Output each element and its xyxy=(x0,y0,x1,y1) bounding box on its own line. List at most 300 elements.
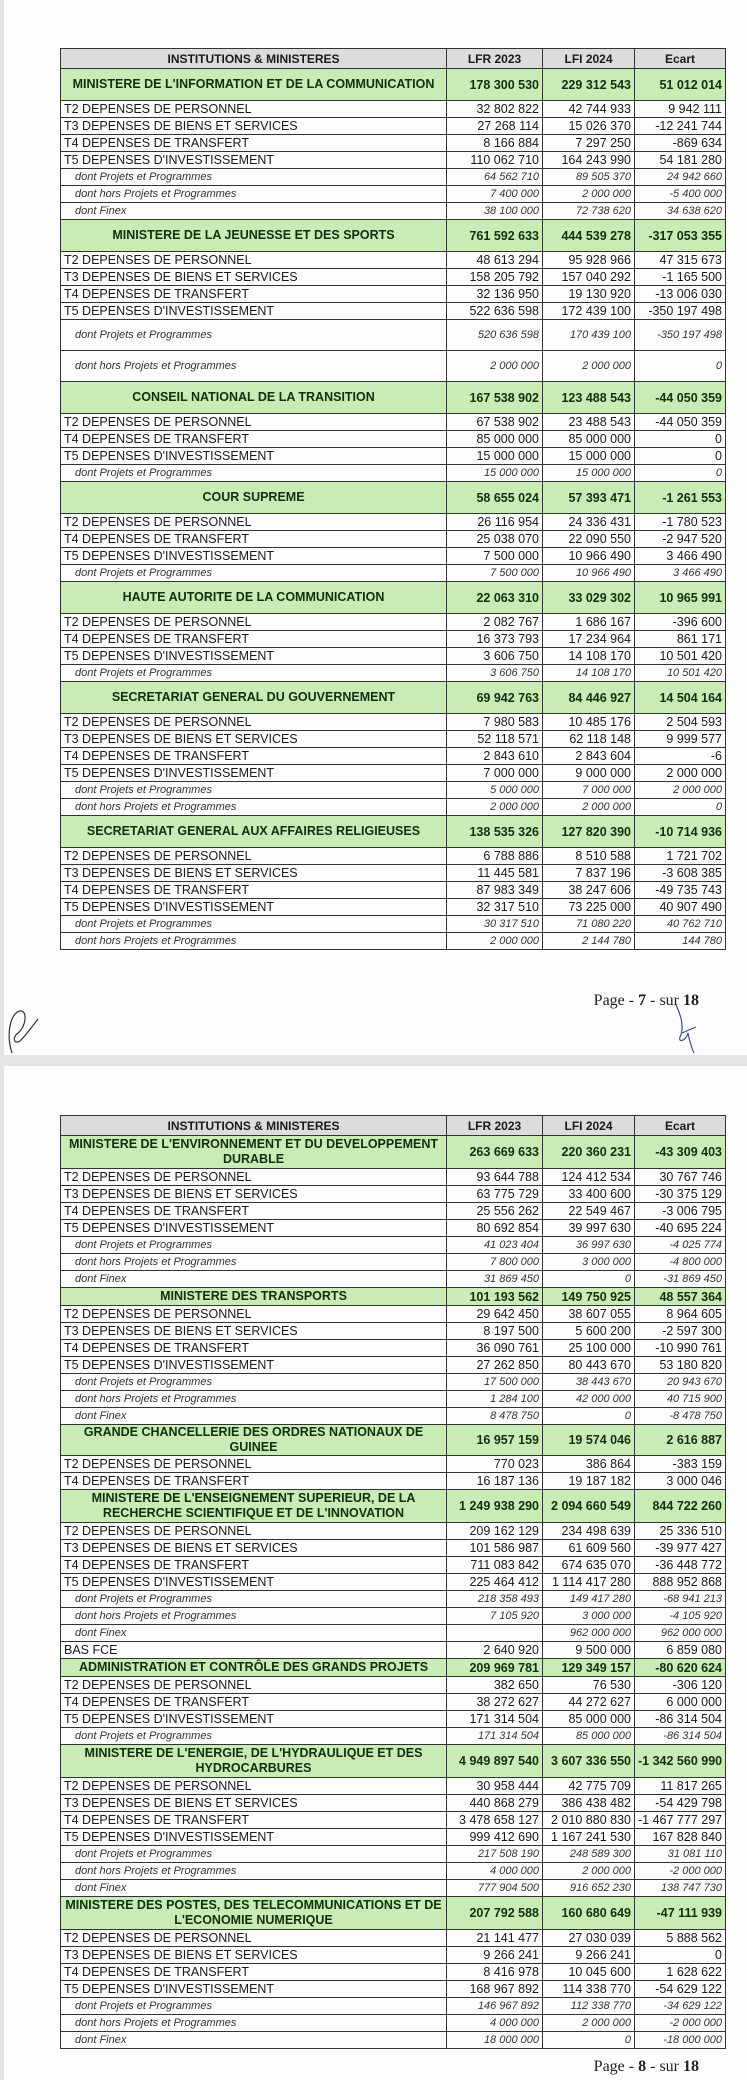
line-ecart: -4 105 920 xyxy=(635,1608,726,1625)
line-ecart: -34 629 122 xyxy=(635,1998,726,2015)
line-lfr-2023: 7 980 583 xyxy=(447,714,543,731)
line-lfr-2023: 168 967 892 xyxy=(447,1981,543,1998)
line-lfi-2024: 8 510 588 xyxy=(543,848,635,865)
line-ecart: 0 xyxy=(635,1947,726,1964)
line-lfr-2023: 27 262 850 xyxy=(447,1357,543,1374)
sub-line-row xyxy=(61,1998,726,2015)
expense-line-row xyxy=(61,1357,726,1374)
expense-line-row xyxy=(61,1829,726,1846)
page-label-number: 7 xyxy=(638,992,647,1009)
line-label: T5 DEPENSES D'INVESTISSEMENT xyxy=(61,1357,447,1374)
line-lfi-2024: 9 500 000 xyxy=(543,1642,635,1659)
line-label: dont hors Projets et Programmes xyxy=(61,1254,447,1271)
page-label-mid: - sur xyxy=(646,2058,683,2075)
line-ecart: -2 947 520 xyxy=(635,531,726,548)
line-ecart: 0 xyxy=(635,351,726,382)
sub-line-row xyxy=(61,1591,726,1608)
line-lfr-2023: 2 000 000 xyxy=(447,351,543,382)
line-lfi-2024: 73 225 000 xyxy=(543,899,635,916)
ministry-lfi-2024: 3 607 336 550 xyxy=(543,1745,635,1778)
line-lfr-2023: 7 800 000 xyxy=(447,1254,543,1271)
line-lfi-2024: 1 167 241 530 xyxy=(543,1829,635,1846)
page-number xyxy=(594,2058,699,2076)
expense-line-row xyxy=(61,448,726,465)
line-lfi-2024: 2 010 880 830 xyxy=(543,1812,635,1829)
ministry-ecart: -1 342 560 990 xyxy=(635,1745,726,1778)
ministry-lfi-2024: 19 574 046 xyxy=(543,1425,635,1456)
line-lfr-2023: 218 358 493 xyxy=(447,1591,543,1608)
ministry-row xyxy=(61,382,726,414)
column-header-lfi-2024: LFI 2024 xyxy=(543,49,635,69)
sub-line-row xyxy=(61,169,726,186)
line-lfi-2024: 10 485 176 xyxy=(543,714,635,731)
line-ecart: -12 241 744 xyxy=(635,118,726,135)
line-ecart: -1 165 500 xyxy=(635,269,726,286)
line-label: dont hors Projets et Programmes xyxy=(61,1863,447,1880)
line-ecart: 54 181 280 xyxy=(635,152,726,169)
line-lfi-2024: 42 744 933 xyxy=(543,101,635,118)
line-lfr-2023: 711 083 842 xyxy=(447,1557,543,1574)
line-lfr-2023: 520 636 598 xyxy=(447,320,543,351)
line-lfi-2024: 95 928 966 xyxy=(543,252,635,269)
line-lfi-2024: 22 090 550 xyxy=(543,531,635,548)
line-label: T4 DEPENSES DE TRANSFERT xyxy=(61,1203,447,1220)
line-lfr-2023: 171 314 504 xyxy=(447,1711,543,1728)
page-label-prefix: Page - xyxy=(593,2058,639,2075)
expense-line-row xyxy=(61,101,726,118)
line-ecart: 24 942 660 xyxy=(635,169,726,186)
line-lfi-2024: 7 837 196 xyxy=(543,865,635,882)
line-ecart: -13 006 030 xyxy=(635,286,726,303)
line-ecart: -54 629 122 xyxy=(635,1981,726,1998)
ministry-lfi-2024: 2 094 660 549 xyxy=(543,1490,635,1523)
line-lfr-2023: 93 644 788 xyxy=(447,1169,543,1186)
line-label: dont Projets et Programmes xyxy=(61,1237,447,1254)
sub-line-row xyxy=(61,2015,726,2032)
line-lfr-2023: 5 000 000 xyxy=(447,782,543,799)
sub-line-row xyxy=(61,1846,726,1863)
expense-line-row xyxy=(61,1694,726,1711)
expense-line-row xyxy=(61,286,726,303)
line-lfr-2023: 217 508 190 xyxy=(447,1846,543,1863)
page-label-total: 18 xyxy=(683,992,699,1009)
line-lfr-2023: 209 162 129 xyxy=(447,1523,543,1540)
line-label: dont Projets et Programmes xyxy=(61,665,447,682)
line-lfi-2024: 24 336 431 xyxy=(543,514,635,531)
ministry-name: COUR SUPREME xyxy=(61,482,447,514)
line-lfr-2023: 31 869 450 xyxy=(447,1271,543,1288)
ministry-name: HAUTE AUTORITE DE LA COMMUNICATION xyxy=(61,582,447,614)
line-ecart: 962 000 000 xyxy=(635,1625,726,1642)
line-ecart: -44 050 359 xyxy=(635,414,726,431)
line-lfr-2023: 32 802 822 xyxy=(447,101,543,118)
line-lfi-2024: 2 000 000 xyxy=(543,351,635,382)
line-label: T4 DEPENSES DE TRANSFERT xyxy=(61,135,447,152)
sub-line-row xyxy=(61,933,726,950)
line-ecart: 53 180 820 xyxy=(635,1357,726,1374)
expense-line-row xyxy=(61,269,726,286)
line-ecart: -54 429 798 xyxy=(635,1795,726,1812)
line-lfi-2024: 7 297 250 xyxy=(543,135,635,152)
line-ecart: -8 478 750 xyxy=(635,1408,726,1425)
line-label: T4 DEPENSES DE TRANSFERT xyxy=(61,286,447,303)
line-ecart: -5 400 000 xyxy=(635,186,726,203)
line-ecart: 1 721 702 xyxy=(635,848,726,865)
expense-line-row xyxy=(61,1947,726,1964)
line-label: T4 DEPENSES DE TRANSFERT xyxy=(61,431,447,448)
line-ecart: 40 715 900 xyxy=(635,1391,726,1408)
line-lfi-2024: 1 114 417 280 xyxy=(543,1574,635,1591)
line-ecart: -2 597 300 xyxy=(635,1323,726,1340)
line-lfr-2023: 3 606 750 xyxy=(447,648,543,665)
line-ecart: 25 336 510 xyxy=(635,1523,726,1540)
line-label: T4 DEPENSES DE TRANSFERT xyxy=(61,882,447,899)
ministry-lfr-2023: 1 249 938 290 xyxy=(447,1490,543,1523)
line-lfr-2023: 4 000 000 xyxy=(447,1863,543,1880)
ministry-ecart: -10 714 936 xyxy=(635,816,726,848)
ministry-lfr-2023: 4 949 897 540 xyxy=(447,1745,543,1778)
expense-line-row xyxy=(61,1677,726,1694)
expense-line-row xyxy=(61,865,726,882)
line-lfr-2023: 30 958 444 xyxy=(447,1778,543,1795)
line-lfi-2024: 17 234 964 xyxy=(543,631,635,648)
column-header-lfi-2024: LFI 2024 xyxy=(543,1116,635,1136)
line-label: dont Projets et Programmes xyxy=(61,465,447,482)
line-label: T2 DEPENSES DE PERSONNEL xyxy=(61,414,447,431)
ministry-lfr-2023: 101 193 562 xyxy=(447,1288,543,1306)
sub-line-row xyxy=(61,1863,726,1880)
line-label: dont Projets et Programmes xyxy=(61,320,447,351)
line-ecart: 8 964 605 xyxy=(635,1306,726,1323)
line-lfr-2023: 30 317 510 xyxy=(447,916,543,933)
ministry-name: MINISTERE DES TRANSPORTS xyxy=(61,1288,447,1306)
line-lfr-2023: 9 266 241 xyxy=(447,1947,543,1964)
expense-line-row xyxy=(61,1711,726,1728)
line-label: T3 DEPENSES DE BIENS ET SERVICES xyxy=(61,731,447,748)
line-lfr-2023: 8 166 884 xyxy=(447,135,543,152)
line-label: T2 DEPENSES DE PERSONNEL xyxy=(61,252,447,269)
ministry-row xyxy=(61,482,726,514)
expense-line-row xyxy=(61,152,726,169)
expense-line-row xyxy=(61,1930,726,1947)
column-header-institutions: INSTITUTIONS & MINISTERES xyxy=(61,1116,447,1136)
line-ecart: 0 xyxy=(635,431,726,448)
line-label: T2 DEPENSES DE PERSONNEL xyxy=(61,1169,447,1186)
line-ecart: 40 762 710 xyxy=(635,916,726,933)
line-ecart: 861 171 xyxy=(635,631,726,648)
line-lfr-2023: 18 000 000 xyxy=(447,2032,543,2049)
expense-line-row xyxy=(61,1574,726,1591)
ministry-lfi-2024: 160 680 649 xyxy=(543,1897,635,1930)
line-ecart: 9 999 577 xyxy=(635,731,726,748)
ministry-lfr-2023: 58 655 024 xyxy=(447,482,543,514)
expense-line-row xyxy=(61,614,726,631)
line-lfi-2024: 157 040 292 xyxy=(543,269,635,286)
sub-line-row xyxy=(61,1271,726,1288)
line-lfr-2023: 3 606 750 xyxy=(447,665,543,682)
line-label: T2 DEPENSES DE PERSONNEL xyxy=(61,1778,447,1795)
line-lfi-2024: 23 488 543 xyxy=(543,414,635,431)
line-lfi-2024: 9 000 000 xyxy=(543,765,635,782)
line-label: T5 DEPENSES D'INVESTISSEMENT xyxy=(61,1711,447,1728)
line-label: T3 DEPENSES DE BIENS ET SERVICES xyxy=(61,1323,447,1340)
line-label: dont Projets et Programmes xyxy=(61,565,447,582)
line-lfr-2023: 17 500 000 xyxy=(447,1374,543,1391)
ministry-lfi-2024: 123 488 543 xyxy=(543,382,635,414)
line-lfr-2023: 32 317 510 xyxy=(447,899,543,916)
line-lfr-2023: 52 118 571 xyxy=(447,731,543,748)
line-ecart: 3 466 490 xyxy=(635,565,726,582)
line-ecart: 9 942 111 xyxy=(635,101,726,118)
line-lfi-2024: 112 338 770 xyxy=(543,1998,635,2015)
sub-line-row xyxy=(61,1237,726,1254)
line-ecart: -350 197 498 xyxy=(635,320,726,351)
line-ecart: 138 747 730 xyxy=(635,1880,726,1897)
line-lfi-2024: 149 417 280 xyxy=(543,1591,635,1608)
ministry-name: MINISTERE DE L'INFORMATION ET DE LA COMMUNICATION xyxy=(61,69,447,101)
line-lfr-2023: 8 478 750 xyxy=(447,1408,543,1425)
ministry-name: MINISTERE DE L'ENVIRONNEMENT ET DU DEVELOPPEMENT DURABLE xyxy=(61,1136,447,1169)
ministry-ecart: 2 616 887 xyxy=(635,1425,726,1456)
line-lfr-2023: 2 843 610 xyxy=(447,748,543,765)
line-lfr-2023: 27 268 114 xyxy=(447,118,543,135)
line-lfi-2024: 248 589 300 xyxy=(543,1846,635,1863)
line-lfi-2024: 61 609 560 xyxy=(543,1540,635,1557)
expense-line-row xyxy=(61,748,726,765)
ministry-ecart: -317 053 355 xyxy=(635,220,726,252)
line-ecart: -30 375 129 xyxy=(635,1186,726,1203)
line-lfi-2024: 5 600 200 xyxy=(543,1323,635,1340)
line-label: T5 DEPENSES D'INVESTISSEMENT xyxy=(61,765,447,782)
ministry-lfi-2024: 444 539 278 xyxy=(543,220,635,252)
ministry-row xyxy=(61,582,726,614)
line-label: T3 DEPENSES DE BIENS ET SERVICES xyxy=(61,1186,447,1203)
ministry-ecart: 51 012 014 xyxy=(635,69,726,101)
line-lfr-2023: 15 000 000 xyxy=(447,448,543,465)
line-label: dont hors Projets et Programmes xyxy=(61,186,447,203)
line-lfi-2024: 72 738 620 xyxy=(543,203,635,220)
line-label: dont hors Projets et Programmes xyxy=(61,2015,447,2032)
line-label: dont Projets et Programmes xyxy=(61,1591,447,1608)
ministry-lfi-2024: 149 750 925 xyxy=(543,1288,635,1306)
line-ecart: -3 608 385 xyxy=(635,865,726,882)
line-ecart: 6 000 000 xyxy=(635,1694,726,1711)
line-lfi-2024: 42 775 709 xyxy=(543,1778,635,1795)
line-lfr-2023: 48 613 294 xyxy=(447,252,543,269)
line-lfi-2024: 0 xyxy=(543,1408,635,1425)
line-lfi-2024: 962 000 000 xyxy=(543,1625,635,1642)
line-lfi-2024: 386 438 482 xyxy=(543,1795,635,1812)
line-label: dont Finex xyxy=(61,1625,447,1642)
line-lfi-2024: 170 439 100 xyxy=(543,320,635,351)
line-label: T2 DEPENSES DE PERSONNEL xyxy=(61,848,447,865)
line-label: T4 DEPENSES DE TRANSFERT xyxy=(61,1473,447,1490)
expense-line-row xyxy=(61,1557,726,1574)
line-lfr-2023: 7 105 920 xyxy=(447,1608,543,1625)
ministry-row xyxy=(61,220,726,252)
ministry-ecart: -1 261 553 xyxy=(635,482,726,514)
ministry-ecart: 14 504 164 xyxy=(635,682,726,714)
sub-line-row xyxy=(61,665,726,682)
expense-line-row xyxy=(61,631,726,648)
line-ecart: 2 504 593 xyxy=(635,714,726,731)
line-ecart: 1 628 622 xyxy=(635,1964,726,1981)
line-lfi-2024: 114 338 770 xyxy=(543,1981,635,1998)
line-lfr-2023: 777 904 500 xyxy=(447,1880,543,1897)
line-label: T4 DEPENSES DE TRANSFERT xyxy=(61,1694,447,1711)
ministry-ecart: -47 111 939 xyxy=(635,1897,726,1930)
line-ecart: -4 025 774 xyxy=(635,1237,726,1254)
document-page-8 xyxy=(4,1066,747,2080)
expense-line-row xyxy=(61,1812,726,1829)
line-lfi-2024: 172 439 100 xyxy=(543,303,635,320)
ministry-row xyxy=(61,816,726,848)
ministry-lfr-2023: 16 957 159 xyxy=(447,1425,543,1456)
expense-line-row xyxy=(61,1981,726,1998)
expense-line-row xyxy=(61,1340,726,1357)
line-lfi-2024: 36 997 630 xyxy=(543,1237,635,1254)
line-lfr-2023: 146 967 892 xyxy=(447,1998,543,2015)
line-lfi-2024: 71 080 220 xyxy=(543,916,635,933)
expense-line-row xyxy=(61,765,726,782)
line-label: T3 DEPENSES DE BIENS ET SERVICES xyxy=(61,269,447,286)
ministry-name: MINISTERE DE LA JEUNESSE ET DES SPORTS xyxy=(61,220,447,252)
line-label: dont hors Projets et Programmes xyxy=(61,1391,447,1408)
line-lfr-2023: 41 023 404 xyxy=(447,1237,543,1254)
column-header-lfr-2023: LFR 2023 xyxy=(447,1116,543,1136)
line-label: dont Finex xyxy=(61,203,447,220)
line-lfi-2024: 25 100 000 xyxy=(543,1340,635,1357)
line-lfr-2023: 21 141 477 xyxy=(447,1930,543,1947)
line-lfr-2023: 7 000 000 xyxy=(447,765,543,782)
line-ecart: -1 780 523 xyxy=(635,514,726,531)
line-lfi-2024: 234 498 639 xyxy=(543,1523,635,1540)
line-label: dont hors Projets et Programmes xyxy=(61,351,447,382)
sub-line-row xyxy=(61,916,726,933)
line-lfi-2024: 85 000 000 xyxy=(543,431,635,448)
line-lfr-2023: 8 197 500 xyxy=(447,1323,543,1340)
line-lfr-2023: 522 636 598 xyxy=(447,303,543,320)
expense-line-row xyxy=(61,1540,726,1557)
sub-line-row xyxy=(61,203,726,220)
line-label: BAS FCE xyxy=(61,1642,447,1659)
line-lfi-2024: 10 966 490 xyxy=(543,565,635,582)
sub-line-row xyxy=(61,320,726,351)
expense-line-row xyxy=(61,135,726,152)
ministry-lfr-2023: 167 538 902 xyxy=(447,382,543,414)
line-ecart: -3 006 795 xyxy=(635,1203,726,1220)
line-ecart: -350 197 498 xyxy=(635,303,726,320)
ministry-ecart: 844 722 260 xyxy=(635,1490,726,1523)
ministry-row xyxy=(61,1490,726,1523)
signature-left-icon xyxy=(6,1005,40,1057)
line-label: T3 DEPENSES DE BIENS ET SERVICES xyxy=(61,1540,447,1557)
table-header-row xyxy=(61,1116,726,1136)
line-label: T2 DEPENSES DE PERSONNEL xyxy=(61,101,447,118)
line-label: T5 DEPENSES D'INVESTISSEMENT xyxy=(61,899,447,916)
line-lfi-2024: 2 000 000 xyxy=(543,799,635,816)
column-header-institutions: INSTITUTIONS & MINISTERES xyxy=(61,49,447,69)
line-ecart: -396 600 xyxy=(635,614,726,631)
line-lfr-2023: 87 983 349 xyxy=(447,882,543,899)
line-label: T3 DEPENSES DE BIENS ET SERVICES xyxy=(61,865,447,882)
line-lfi-2024: 1 686 167 xyxy=(543,614,635,631)
sub-line-row xyxy=(61,1254,726,1271)
ministry-lfi-2024: 127 820 390 xyxy=(543,816,635,848)
line-lfi-2024: 386 864 xyxy=(543,1456,635,1473)
line-ecart: -869 634 xyxy=(635,135,726,152)
expense-line-row xyxy=(61,1186,726,1203)
line-label: T2 DEPENSES DE PERSONNEL xyxy=(61,514,447,531)
line-lfr-2023: 25 556 262 xyxy=(447,1203,543,1220)
line-lfr-2023: 6 788 886 xyxy=(447,848,543,865)
line-ecart: -49 735 743 xyxy=(635,882,726,899)
line-lfi-2024: 3 000 000 xyxy=(543,1608,635,1625)
line-ecart: 10 501 420 xyxy=(635,665,726,682)
line-ecart: -18 000 000 xyxy=(635,2032,726,2049)
line-label: T4 DEPENSES DE TRANSFERT xyxy=(61,531,447,548)
line-ecart: -6 xyxy=(635,748,726,765)
line-lfr-2023: 67 538 902 xyxy=(447,414,543,431)
line-label: T5 DEPENSES D'INVESTISSEMENT xyxy=(61,152,447,169)
line-lfr-2023: 25 038 070 xyxy=(447,531,543,548)
ministry-ecart: -44 050 359 xyxy=(635,382,726,414)
ministry-lfr-2023: 263 669 633 xyxy=(447,1136,543,1169)
line-lfi-2024: 124 412 534 xyxy=(543,1169,635,1186)
line-lfr-2023: 2 000 000 xyxy=(447,933,543,950)
line-lfi-2024: 2 000 000 xyxy=(543,1863,635,1880)
expense-line-row xyxy=(61,1220,726,1237)
line-ecart: 0 xyxy=(635,465,726,482)
ministry-row xyxy=(61,1745,726,1778)
line-ecart: -2 000 000 xyxy=(635,2015,726,2032)
line-lfi-2024: 38 247 606 xyxy=(543,882,635,899)
line-lfr-2023: 101 586 987 xyxy=(447,1540,543,1557)
expense-line-row xyxy=(61,1778,726,1795)
ministry-name: SECRETARIAT GENERAL DU GOUVERNEMENT xyxy=(61,682,447,714)
expense-line-row xyxy=(61,431,726,448)
column-header-lfr-2023: LFR 2023 xyxy=(447,49,543,69)
ministry-ecart: 48 557 364 xyxy=(635,1288,726,1306)
line-label: dont Finex xyxy=(61,1408,447,1425)
ministry-lfr-2023: 178 300 530 xyxy=(447,69,543,101)
line-label: T2 DEPENSES DE PERSONNEL xyxy=(61,1677,447,1694)
line-lfi-2024: 89 505 370 xyxy=(543,169,635,186)
line-lfr-2023: 26 116 954 xyxy=(447,514,543,531)
ministry-lfi-2024: 220 360 231 xyxy=(543,1136,635,1169)
line-ecart: -10 990 761 xyxy=(635,1340,726,1357)
line-lfr-2023: 32 136 950 xyxy=(447,286,543,303)
line-ecart: 3 466 490 xyxy=(635,548,726,565)
line-lfr-2023: 999 412 690 xyxy=(447,1829,543,1846)
expense-line-row xyxy=(61,531,726,548)
line-label: dont hors Projets et Programmes xyxy=(61,1608,447,1625)
line-lfr-2023: 36 090 761 xyxy=(447,1340,543,1357)
line-label: dont Projets et Programmes xyxy=(61,916,447,933)
expense-line-row xyxy=(61,414,726,431)
line-label: dont Projets et Programmes xyxy=(61,1998,447,2015)
line-lfr-2023: 16 373 793 xyxy=(447,631,543,648)
sub-line-row xyxy=(61,1408,726,1425)
line-ecart: -39 977 427 xyxy=(635,1540,726,1557)
budget-table xyxy=(60,1115,726,2049)
line-label: dont Projets et Programmes xyxy=(61,1846,447,1863)
page-label-total: 18 xyxy=(683,2058,699,2075)
line-label: dont hors Projets et Programmes xyxy=(61,933,447,950)
signature-right-icon xyxy=(672,1003,702,1055)
ministry-row xyxy=(61,1659,726,1677)
line-lfr-2023: 63 775 729 xyxy=(447,1186,543,1203)
